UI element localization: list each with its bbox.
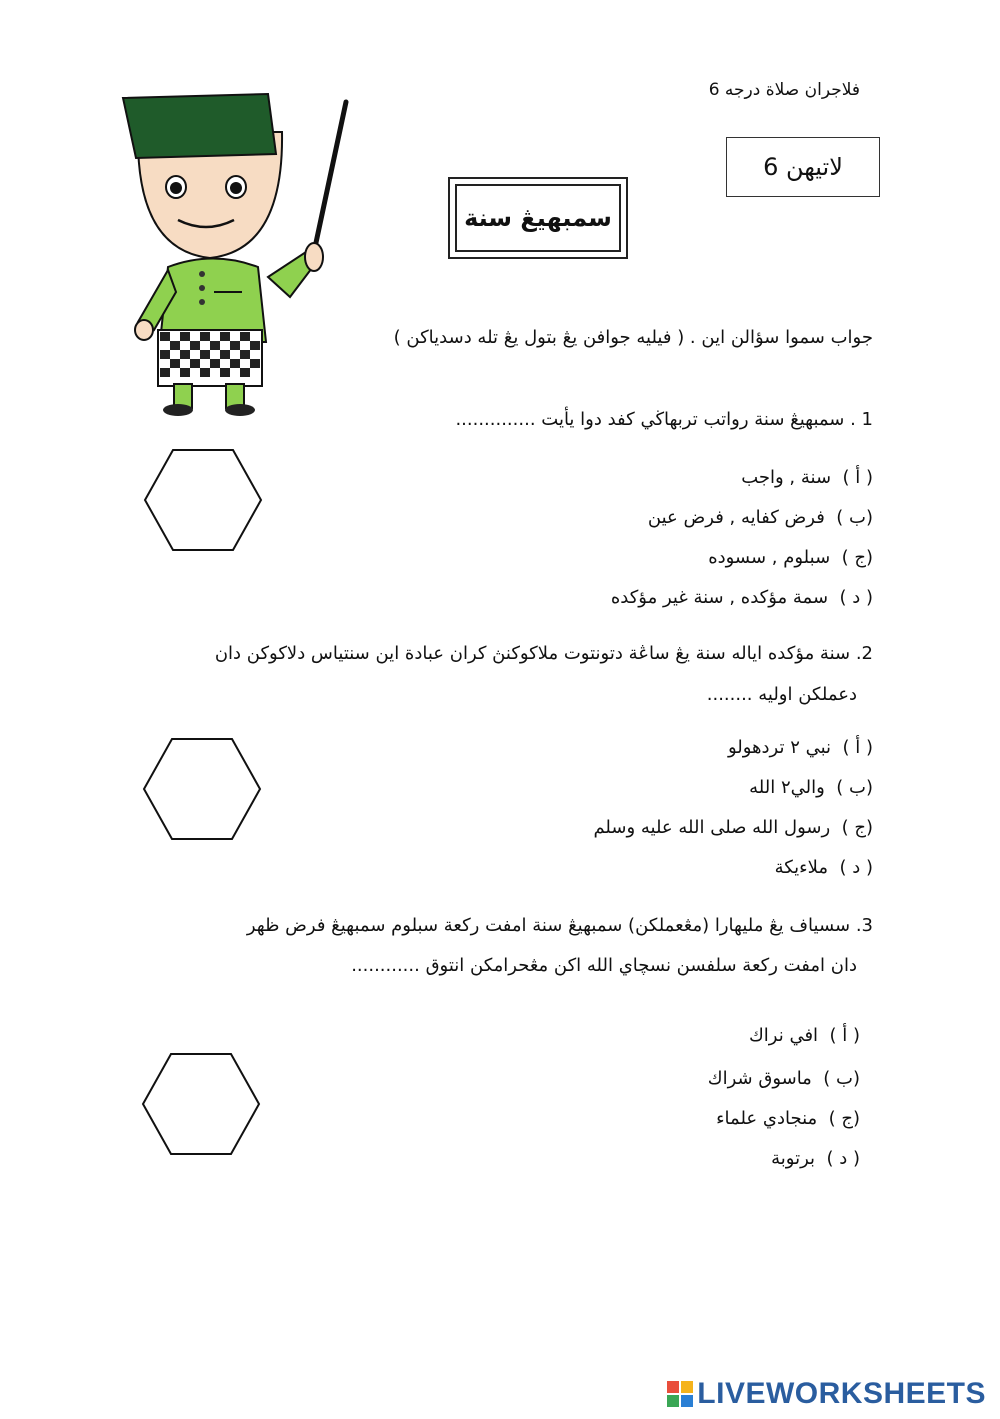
title-inner-frame — [455, 184, 621, 252]
exercise-label: لاتيهن 6 — [763, 153, 843, 181]
raised-hand — [305, 243, 323, 271]
pointer-stick — [314, 102, 346, 252]
q1-option-b[interactable]: (ب ) فرض كفايه , فرض عين — [647, 507, 873, 528]
q3-option-c[interactable]: (ج ) منجادي علماء — [716, 1108, 860, 1129]
title-frame — [448, 177, 628, 259]
teacher-illustration — [118, 92, 358, 417]
question-3-text: 3. سسياف يڠ مليهارا (مڠعملكن) سمبهيڠ سنة امفت ركعة سبلوم سمبهيڠ فرض ظهر — [246, 915, 873, 936]
q3-option-b[interactable]: (ب ) ماسوق شراك — [707, 1068, 860, 1089]
question-2-continuation: دعملكن اوليه ........ — [706, 684, 857, 705]
left-hand — [135, 320, 153, 340]
answer-hexagon-2[interactable] — [142, 737, 262, 841]
songkok-cap — [123, 94, 276, 158]
liveworksheets-watermark[interactable] — [667, 1377, 986, 1411]
exercise-label-box — [726, 137, 880, 197]
q2-option-c[interactable]: (ج ) رسول الله صلى الله عليه وسلم — [593, 817, 873, 838]
instructions: جواب سموا سؤالن اين . ( فيليه جوافن يڠ بتول يڠ تله دسدياكن ) — [393, 327, 873, 348]
question-1-text: 1 . سمبهيڠ سنة رواتب تربهاڬي كفد دوا يأيت .............. — [455, 409, 873, 430]
question-2-text: 2. سنة مؤكده اياله سنة يڠ ساڠة دتونتوت ملاكوكنڽ كران عبادة اين سنتياس دلاكوكن دان — [214, 643, 873, 664]
watermark-text: LIVEWORKSHEETS — [697, 1377, 986, 1410]
liveworksheets-logo-icon — [667, 1381, 693, 1407]
answer-hexagon-3[interactable] — [141, 1052, 261, 1156]
answer-hexagon-1[interactable] — [143, 448, 263, 552]
q1-option-c[interactable]: (ج ) سبلوم , سسوده — [708, 547, 873, 568]
question-3-continuation: دان امفت ركعة سلفسن نسچاي الله اكن مڠحرامكن انتوق ............ — [351, 955, 857, 976]
q1-option-a[interactable]: ( أ ) سنة , واجب — [741, 467, 873, 488]
q3-option-d[interactable]: ( د ) برتوبة — [771, 1148, 860, 1169]
q1-option-d[interactable]: ( د ) سمة مؤكده , سنة غير مؤكده — [610, 587, 873, 608]
subject-label: فلاجران صلاة درجه 6 — [708, 80, 860, 100]
q3-option-a[interactable]: ( أ ) افي نراك — [748, 1025, 860, 1046]
q2-option-d[interactable]: ( د ) ملاءيكة — [774, 857, 873, 878]
q2-option-b[interactable]: (ب ) والي٢ الله — [749, 777, 873, 798]
q2-option-a[interactable]: ( أ ) نبي ٢ تردهولو — [727, 737, 873, 758]
page-title: سمبهيڠ سنة — [464, 204, 612, 232]
